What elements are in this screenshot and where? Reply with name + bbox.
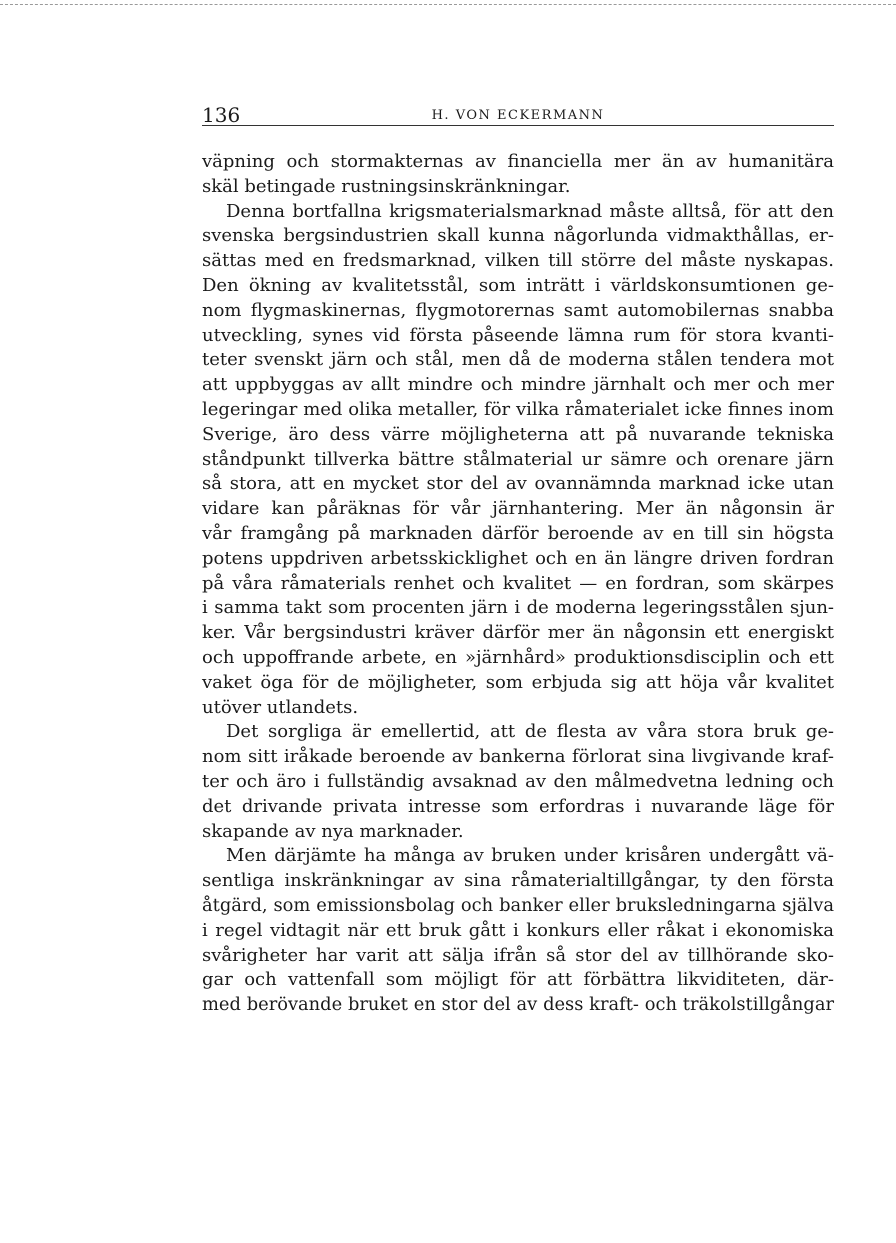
scan-edge-line [0,4,896,5]
text-line: med berövande bruket en stor del av dess kraft- och träkolstillgångar [202,994,834,1016]
text-line: det drivande privata intresse som erfordras i nuvarande läge för [202,795,834,817]
page-number: 136 [202,103,241,127]
text-line: utveckling, synes vid första påseende lämna rum för stora kvanti- [202,324,834,346]
text-line: ker. Vår bergsindustri kräver därför mer än någonsin ett energiskt [202,622,834,644]
text-line: åtgärd, som emissionsbolag och banker eller bruksledningarna själva [202,894,834,916]
header-rule [202,125,834,126]
text-line: teter svenskt järn och stål, men då de moderna stålen tendera mot [202,349,834,371]
text-line: Sverige, äro dess värre möjligheterna att på nuvarande tekniska [202,423,834,445]
text-line: nom flygmaskinernas, flygmotorernas samt automobilernas snabba [202,299,834,321]
text-line: Det sorgliga är emellertid, att de flesta av våra stora bruk ge- [226,721,834,743]
text-line: skapande av nya marknader. [202,820,464,842]
text-line: ståndpunkt tillverka bättre stålmaterial ur sämre och orenare järn [202,448,834,470]
text-line: vår framgång på marknaden därför beroende av en till sin högsta [202,522,834,544]
text-line: så stora, att en mycket stor del av ovannämnda marknad icke utan [202,473,834,495]
text-line: sentliga inskränkningar av sina råmaterialtillgångar, ty den första [202,870,834,892]
text-line: legeringar med olika metaller, för vilka råmaterialet icke finnes inom [202,398,834,420]
text-line: gar och vattenfall som möjligt för att förbättra likviditeten, där- [202,969,834,991]
text-line: ter och äro i fullständig avsaknad av den målmedvetna ledning och [202,770,834,792]
text-line: potens uppdriven arbetsskicklighet och en än längre driven fordran [202,547,834,569]
text-line: att uppbyggas av allt mindre och mindre järnhalt och mer och mer [202,374,834,396]
text-line: svårigheter har varit att sälja ifrån så stor del av tillhörande sko- [202,944,834,966]
text-line: Den ökning av kvalitetsstål, som inträtt i världskonsumtionen ge- [202,274,834,296]
body-text [202,150,834,1018]
text-line: vaket öga för de möjligheter, som erbjuda sig att höja vår kvalitet [202,671,834,693]
text-line: utöver utlandets. [202,696,359,718]
text-line: i samma takt som procenten järn i de moderna legeringsstålen sjun- [202,597,834,619]
text-line: väpning och stormakternas av financiella mer än av humanitära [202,151,834,172]
text-line: och uppoffrande arbete, en »järnhård» produktionsdisciplin och ett [202,646,834,668]
page-header [202,104,834,126]
text-line: Men därjämte ha många av bruken under krisåren undergått vä- [226,845,834,867]
text-line: sättas med en fredsmarknad, vilken till större del måste nyskapas. [202,250,834,272]
text-line: nom sitt iråkade beroende av bankerna förlorat sina livgivande kraf- [202,746,834,768]
text-line: i regel vidtagit när ett bruk gått i konkurs eller råkat i ekonomiska [202,919,834,941]
text-line: vidare kan påräknas för vår järnhantering. Mer än någonsin är [202,498,834,520]
text-line: på våra råmaterials renhet och kvalitet — en fordran, som skärpes [202,572,834,594]
text-line: Denna bortfallna krigsmaterialsmarknad måste alltså, för att den [226,200,834,222]
text-line: svenska bergsindustrien skall kunna någorlunda vidmakthållas, er- [202,225,834,247]
text-line: skäl betingade rustningsinskränkningar. [202,175,571,197]
running-head: H. VON ECKERMANN [431,108,605,123]
